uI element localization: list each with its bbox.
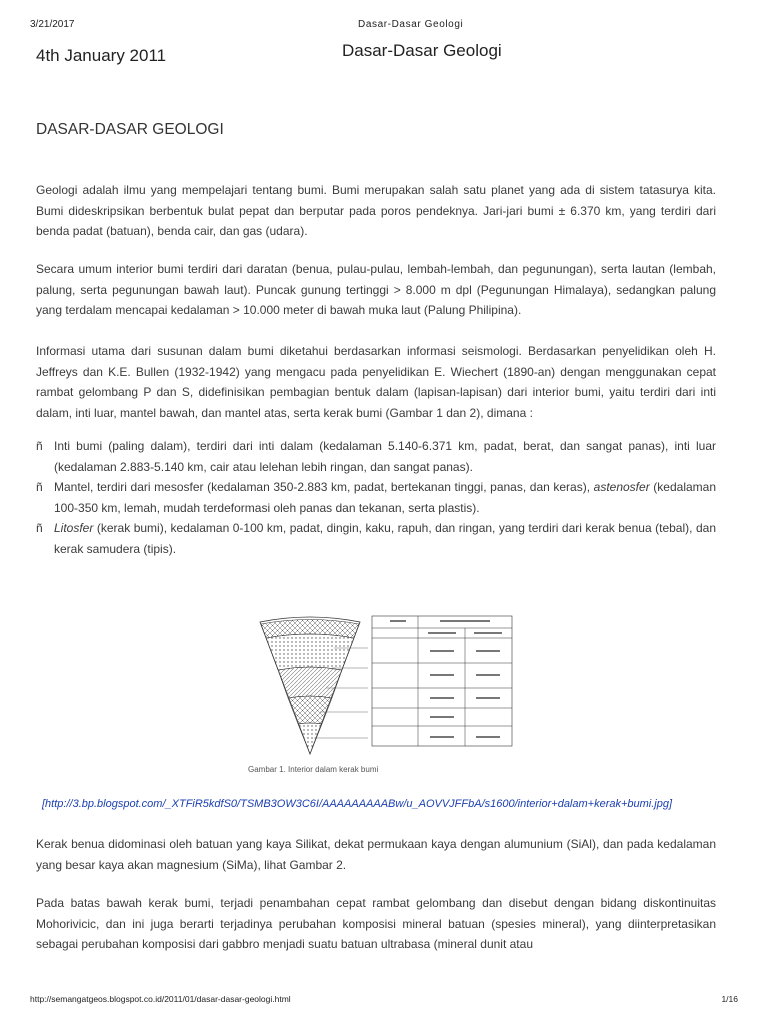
print-header-title: Dasar-Dasar Geologi — [358, 19, 464, 30]
list-item-text: (kedalaman 100-350 km, lemah, mudah terdeformasi oleh panas dan tekanan, serta plastis). — [54, 480, 716, 515]
list-item-emphasis: astenosfer — [593, 480, 650, 494]
figure-caption: Gambar 1. Interior dalam kerak bumi — [248, 765, 379, 774]
list-item — [36, 436, 716, 477]
earth-interior-diagram — [250, 608, 518, 764]
footer-page-number: 1/16 — [721, 994, 738, 1004]
list-item-text: (kerak bumi), kedalaman 0-100 km, padat, dingin, kaku, rapuh, dan ringan, yang terdiri dari kerak benua (tebal), dan kerak samudera (tipis). — [54, 521, 716, 556]
print-header-date: 3/21/2017 — [30, 19, 75, 30]
paragraph-5: Pada batas bawah kerak bumi, terjadi penambahan cepat rambat gelombang dan disebut dengan bidang diskontinuitas Mohorivicic, dan ini juga berarti terjadinya perubahan komposisi mineral batuan (spesies mineral), yang diinterpretasikan sebagai perubahan komposisi dari gabbro menjadi suatu batuan ultrabasa (mineral dunit atau — [36, 896, 716, 951]
bullet-glyph: ñ — [36, 439, 43, 453]
bullet-glyph: ñ — [36, 480, 43, 494]
layer-list — [36, 436, 716, 559]
list-item — [36, 518, 716, 559]
paragraph-2: Secara umum interior bumi terdiri dari daratan (benua, pulau-pulau, lembah-lembah, dan pegunungan), serta lautan (lembah, palung, serta pegunungan bawah laut). Puncak gunung tertinggi > 8.000 m dpl (Pegunungan Himalaya), sedangkan palung yang terdalam mencapai kedalaman > 10.000 meter di bawah muka laut (Palung Philipina). — [36, 262, 716, 317]
paragraph-3: Informasi utama dari susunan dalam bumi diketahui berdasarkan informasi seismologi. Berdasarkan penyelidikan oleh H. Jeffreys dan K.E. Bullen (1932-1942) yang mengacu pada penyelidikan E. Wiechert (1890-an) dengan menggunakan cepat rambat gelombang P dan S, didefinisikan pembagian bentuk dalam (lapisan-lapisan) dari interior bumi, yaitu terdiri dari inti dalam, inti luar, mantel bawah, dan mantel atas, serta kerak bumi (Gambar 1 dan 2), dimana : — [36, 344, 716, 420]
footer-url: http://semangatgeos.blogspot.co.id/2011/01/dasar-dasar-geologi.html — [30, 994, 291, 1004]
image-source-link[interactable]: [http://3.bp.blogspot.com/_XTFiR5kdfS0/TSMB3OW3C6I/AAAAAAAAABw/u_AOVVJFFbA/s1600/interior+dalam+kerak+bumi.jpg] — [42, 798, 673, 810]
list-item-text: Mantel, terdiri dari mesosfer (kedalaman 350-2.883 km, padat, bertekanan tinggi, panas, dan keras), — [54, 480, 594, 494]
post-title[interactable]: Dasar-Dasar Geologi — [342, 41, 502, 60]
earth-interior-figure[interactable] — [250, 608, 518, 764]
paragraph-1: Geologi adalah ilmu yang mempelajari tentang bumi. Bumi merupakan salah satu planet yang ada di sistem tatasurya kita. Bumi dideskripsikan berbentuk bulat pepat dan berputar pada poros pendeknya. Jari-jari bumi ± 6.370 km, yang terdiri dari benda padat (batuan), benda cair, dan gas (udara). — [36, 183, 716, 238]
list-item-emphasis: Litosfer — [54, 521, 94, 535]
list-item — [36, 477, 716, 518]
post-date: 4th January 2011 — [36, 46, 167, 65]
list-item-text: Inti bumi (paling dalam), terdiri dari inti dalam (kedalaman 5.140-6.371 km, padat, berat, dan sangat panas), inti luar (kedalaman 2.883-5.140 km, cair atau lelehan lebih ringan, dan sangat panas). — [54, 439, 716, 474]
paragraph-4: Kerak benua didominasi oleh batuan yang kaya Silikat, dekat permukaan kaya dengan alumunium (SiAl), dan pada kedalaman yang besar kaya akan magnesium (SiMa), lihat Gambar 2. — [36, 837, 716, 872]
bullet-glyph: ñ — [36, 521, 43, 535]
article-heading: DASAR-DASAR GEOLOGI — [36, 121, 224, 138]
